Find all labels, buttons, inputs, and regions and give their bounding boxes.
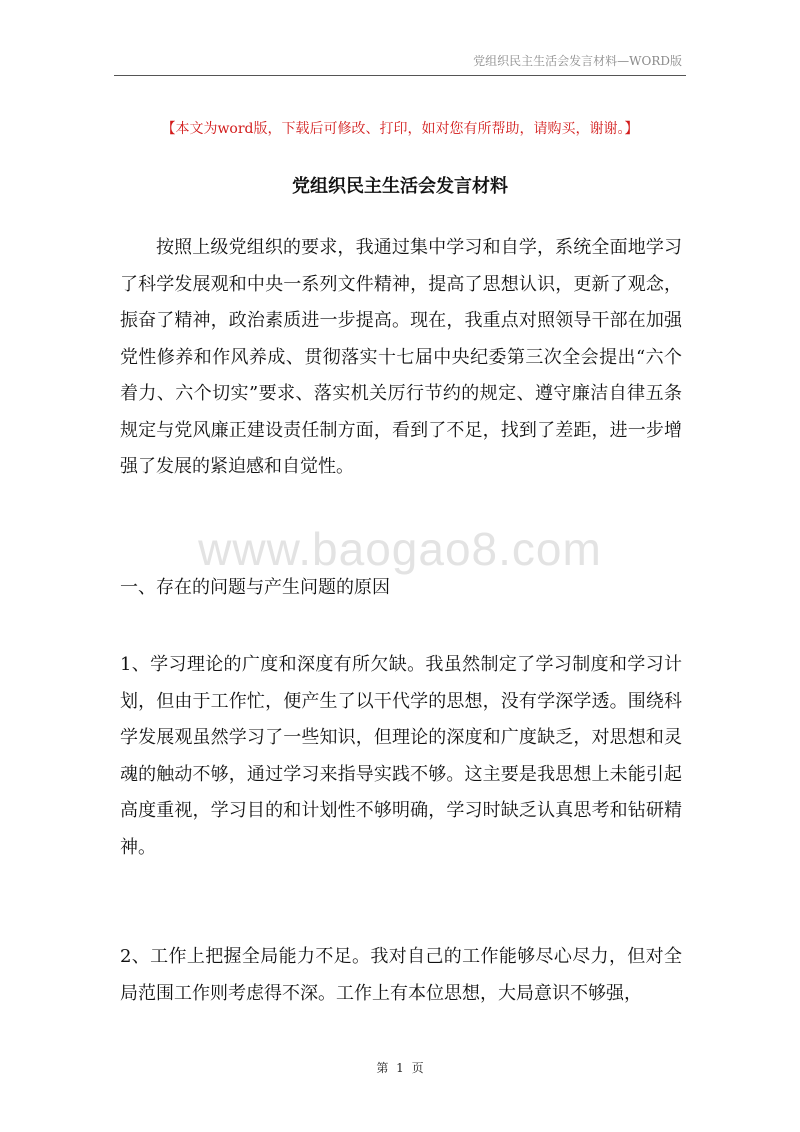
purchase-notice: 【本文为word版，下载后可修改、打印，如对您有所帮助，请购买，谢谢。】 xyxy=(161,121,639,137)
header-divider xyxy=(114,75,686,76)
watermark-text: www.baogao8.com xyxy=(198,523,602,575)
list-item: 1、学习理论的广度和深度有所欠缺。我虽然制定了学习制度和学习计划，但由于工作忙，便产生了以干代学的思想，没有学深学透。围绕科学发展观虽然学习了一些知识，但理论的深度和广度缺乏，对思想和灵魂的触动不够，通过学习来指导实践不够。这主要是我思想上未能引起高度重视，学习目的和计划性不够明确，学习时缺乏认真思考和钻研精神。 xyxy=(120,654,682,858)
section-heading: 一、存在的问题与产生问题的原因 xyxy=(120,577,390,598)
page-number: 1 xyxy=(396,1061,404,1075)
page-number-footer xyxy=(0,1059,800,1076)
document-title: 党组织民主生活会发言材料 xyxy=(292,176,508,197)
page-prefix: 第 xyxy=(376,1061,389,1075)
page-suffix: 页 xyxy=(411,1061,424,1075)
running-header: 党组织民主生活会发言材料—WORD版 xyxy=(473,54,682,68)
list-item: 2、工作上把握全局能力不足。我对自己的工作能够尽心尽力，但对全局范围工作则考虑得不深。工作上有本位思想，大局意识不够强， xyxy=(120,946,682,1004)
intro-paragraph: 按照上级党组织的要求，我通过集中学习和自学，系统全面地学习了科学发展观和中央一系列文件精神，提高了思想认识，更新了观念，振奋了精神，政治素质进一步提高。现在，我重点对照领导干部在加强党性修养和作风养成、贯彻落实十七届中央纪委第三次全会提出“六个着力、六个切实”要求、落实机关厉行节约的规定、遵守廉洁自律五条规定与党风廉正建设责任制方面，看到了不足，找到了差距，进一步增强了发展的紧迫感和自觉性。 xyxy=(120,237,682,477)
